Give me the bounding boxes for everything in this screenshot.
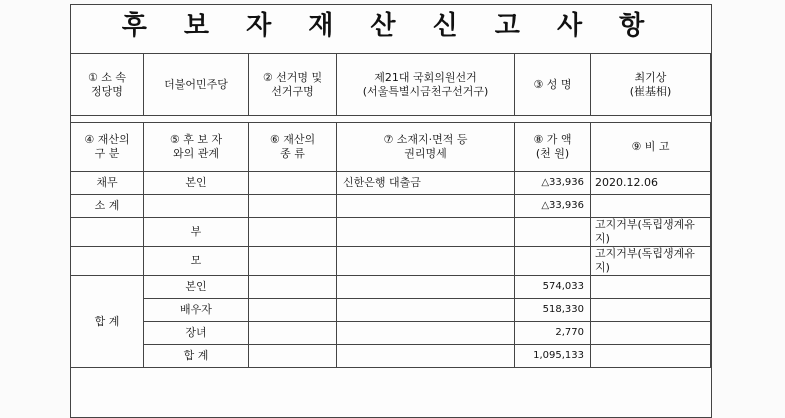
asset-table <box>70 122 711 368</box>
election-value: 제21대 국회의원선거 (서울특별시금천구선거구) <box>337 54 515 116</box>
candidate-info-table <box>70 53 711 116</box>
table-row: 배우자 518,330 <box>71 299 711 322</box>
election-label: ② 선거명 및 선거구명 <box>249 54 337 116</box>
table-row: 소 계 △33,936 <box>71 195 711 218</box>
table-row: 합 계 1,095,133 <box>71 345 711 368</box>
table-row: 부 고지거부(독립생계유지) <box>71 218 711 247</box>
header-asset-type: ⑥ 재산의 종 류 <box>249 123 337 172</box>
header-location: ⑦ 소재지·면적 등 권리명세 <box>337 123 515 172</box>
page-title: 후 보 자 재 산 신 고 사 항 <box>121 11 659 41</box>
table-row: 모 고지거부(독립생계유지) <box>71 247 711 276</box>
total-label: 합 계 <box>71 276 144 368</box>
affiliation-label: ① 소 속 정당명 <box>71 54 144 116</box>
header-row <box>71 123 711 172</box>
header-note: ⑨ 비 고 <box>591 123 711 172</box>
name-value: 최기상 (崔基相) <box>591 54 711 116</box>
name-label: ③ 성 명 <box>515 54 591 116</box>
affiliation-value: 더불어민주당 <box>144 54 249 116</box>
table-row: 채무 본인 신한은행 대출금 △33,936 2020.12.06 <box>71 172 711 195</box>
header-amount: ⑧ 가 액 (천 원) <box>515 123 591 172</box>
table-row: 장녀 2,770 <box>71 322 711 345</box>
header-category: ④ 재산의 구 분 <box>71 123 144 172</box>
header-relation: ⑤ 후 보 자 와의 관계 <box>144 123 249 172</box>
table-row: 합 계 본인 574,033 <box>71 276 711 299</box>
